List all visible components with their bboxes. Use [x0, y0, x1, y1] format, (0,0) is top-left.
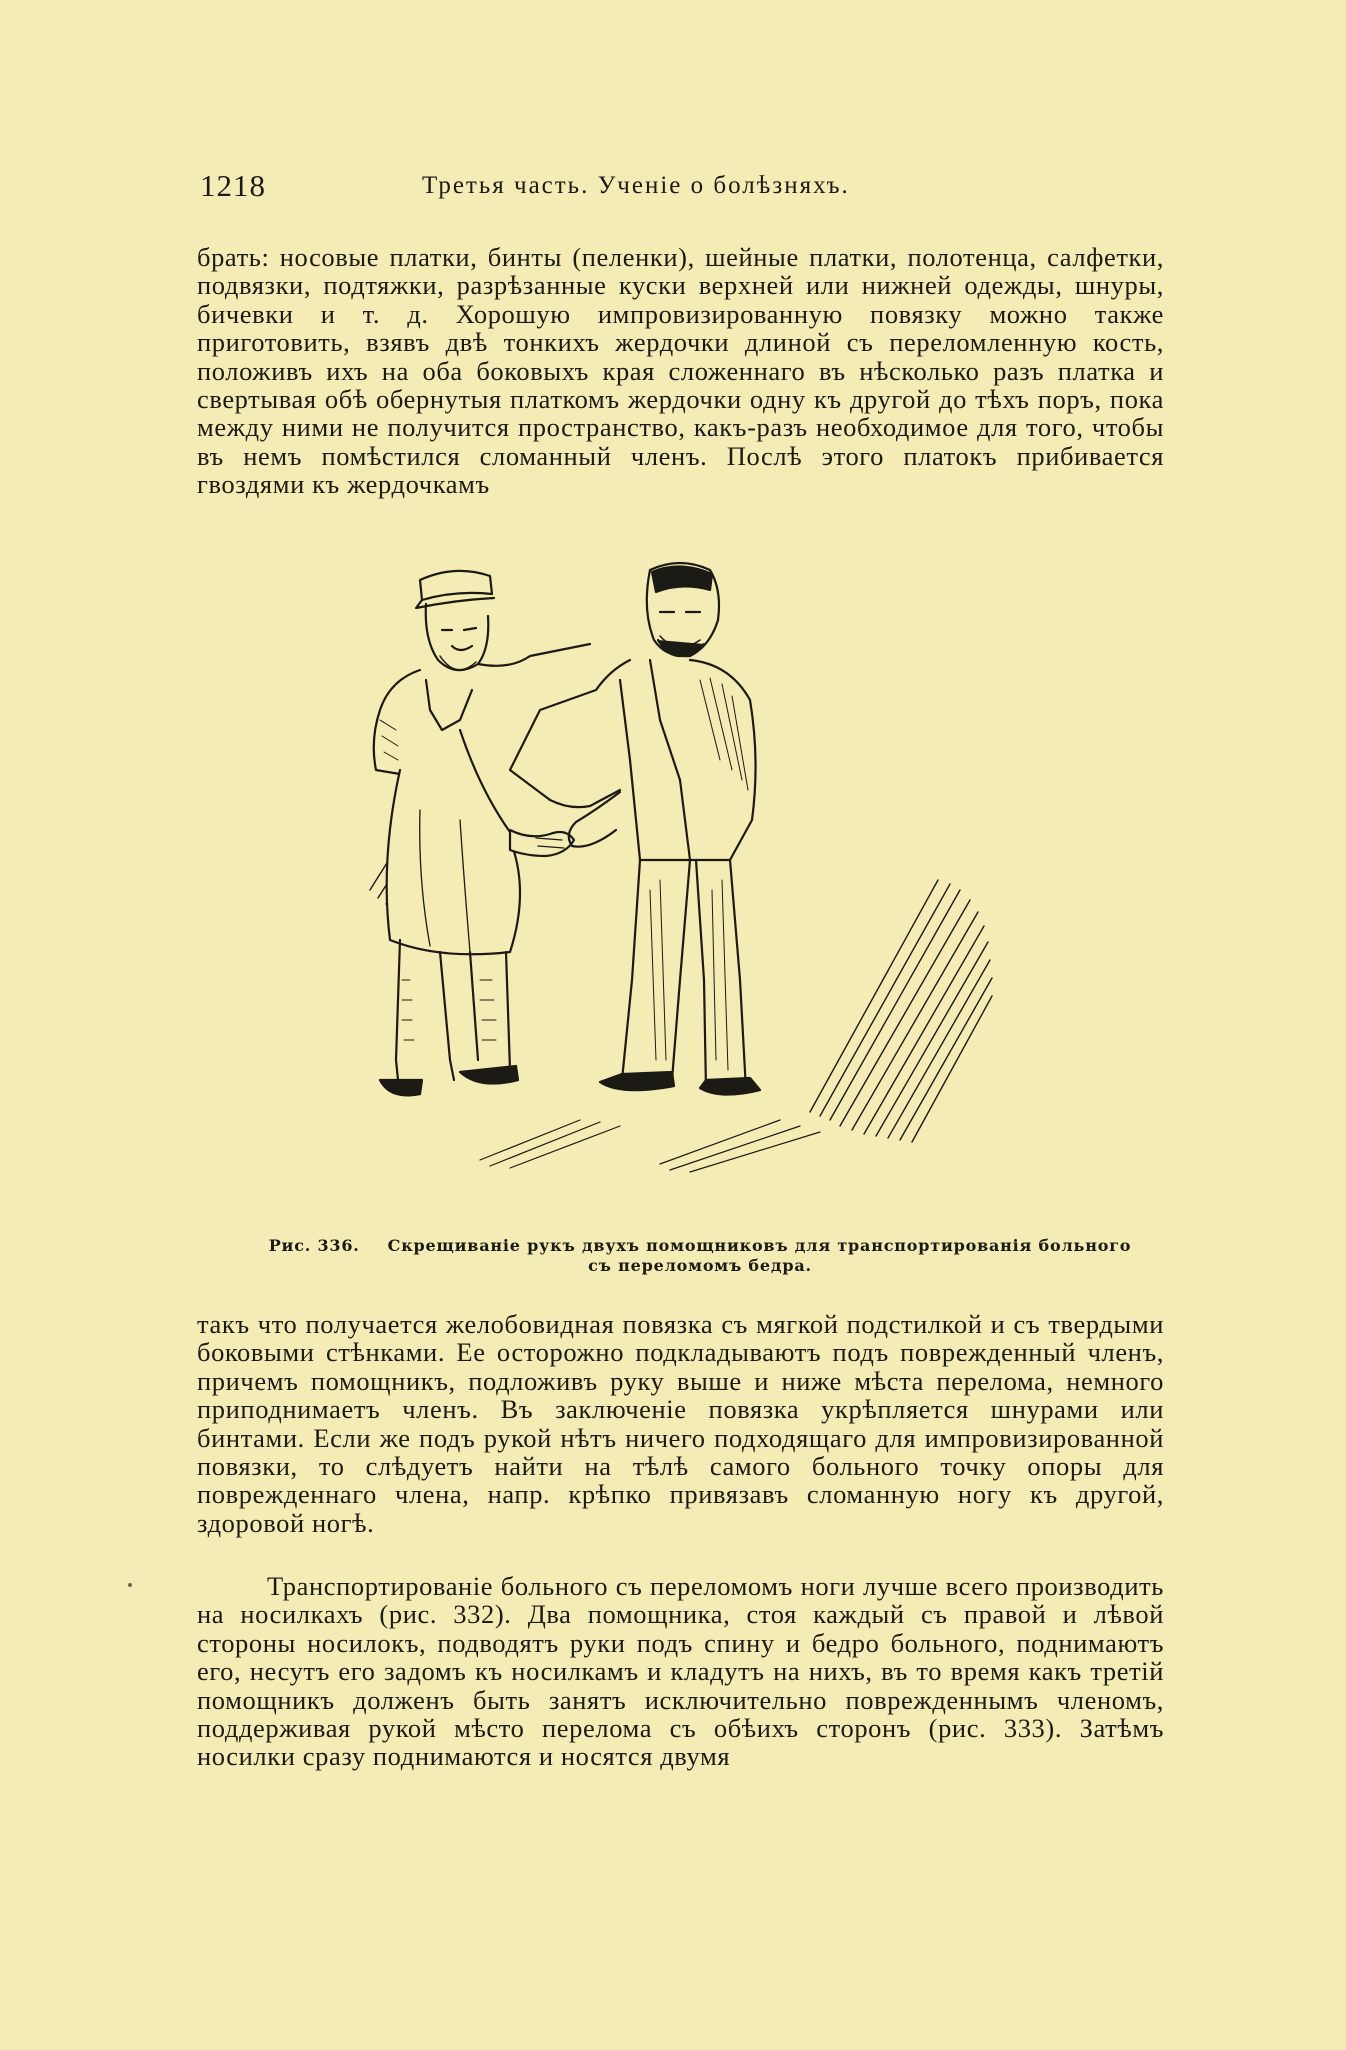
paragraph-bottom-text: Транспортированіе больного съ переломомъ ноги лучше всего производить на носилкахъ (рис. 332). Два помощника, стоя каждый съ правой и лѣвой стороны носилокъ, подводятъ руки подъ спину и бедро больного, поднимаютъ его, несутъ его задомъ къ носилкамъ и кладутъ на нихъ, въ то время какъ третій помощникъ долженъ быть занятъ исключительно поврежденнымъ членомъ, поддерживая рукой мѣсто перелома съ обѣихъ сторонъ (рис. 333). Затѣмъ носилки сразу поднимаются и носятся двумя — [197, 1571, 1164, 1772]
caption-line-1 — [220, 1236, 1180, 1256]
figure-illustration — [360, 560, 1000, 1220]
caption-text-1: Скрещиваніе рукъ двухъ помощниковъ для транспортированія больного — [387, 1236, 1132, 1255]
clasped-hands — [510, 792, 620, 856]
paragraph-middle — [197, 1310, 1164, 1537]
right-figure — [510, 563, 760, 1095]
ground-shadow — [480, 1120, 820, 1172]
ink-speck — [128, 1583, 132, 1587]
figure-label: Рис. 336. — [268, 1236, 360, 1255]
ground-hatching-right — [810, 880, 992, 1142]
page-number: 1218 — [200, 168, 266, 203]
paragraph-middle-text: такъ что получается желобовидная повязка съ мягкой подстилкой и съ твердыми боковыми стѣнками. Ее осторожно подкладываютъ подъ поврежденный членъ, причемъ помощникъ, подложивъ руку выше и ниже мѣста перелома, немного приподнимаетъ членъ. Въ заключеніе повязка укрѣпляется шнурами или бинтами. Если же подъ рукой нѣтъ ничего подходящаго для импровизированной повязки, то слѣдуетъ найти на тѣлѣ самого больного точку опоры для поврежденнаго члена, напр. крѣпко привязавъ сломанную ногу къ другой, здоровой ногѣ. — [197, 1309, 1164, 1538]
figure-caption — [220, 1236, 1180, 1276]
paragraph-bottom — [197, 1572, 1164, 1771]
running-head: Третья часть. Ученіе о болѣзняхъ. — [422, 172, 850, 199]
caption-line-2: съ переломомъ бедра. — [588, 1256, 812, 1275]
page-header — [200, 168, 1160, 208]
paragraph-top — [197, 243, 1164, 499]
paragraph-top-text: брать: носовые платки, бинты (пеленки), шейные платки, полотенца, салфетки, подвязки, подтяжки, разрѣзанные куски верхней или нижней одежды, шнуры, бичевки и т. д. Хорошую импровизированную повязку можно также приготовить, взявъ двѣ тонкихъ жердочки длиной съ переломленную кость, положивъ ихъ на оба боковыхъ края сложеннаго въ нѣсколько разъ платка и свертывая обѣ обернутыя платкомъ жердочки одну къ другой до тѣхъ поръ, пока между ними не получится пространство, какъ-разъ необходимое для того, чтобы въ немъ помѣстился сломанный членъ. Послѣ этого платокъ прибивается гвоздями къ жердочкамъ — [197, 242, 1164, 500]
